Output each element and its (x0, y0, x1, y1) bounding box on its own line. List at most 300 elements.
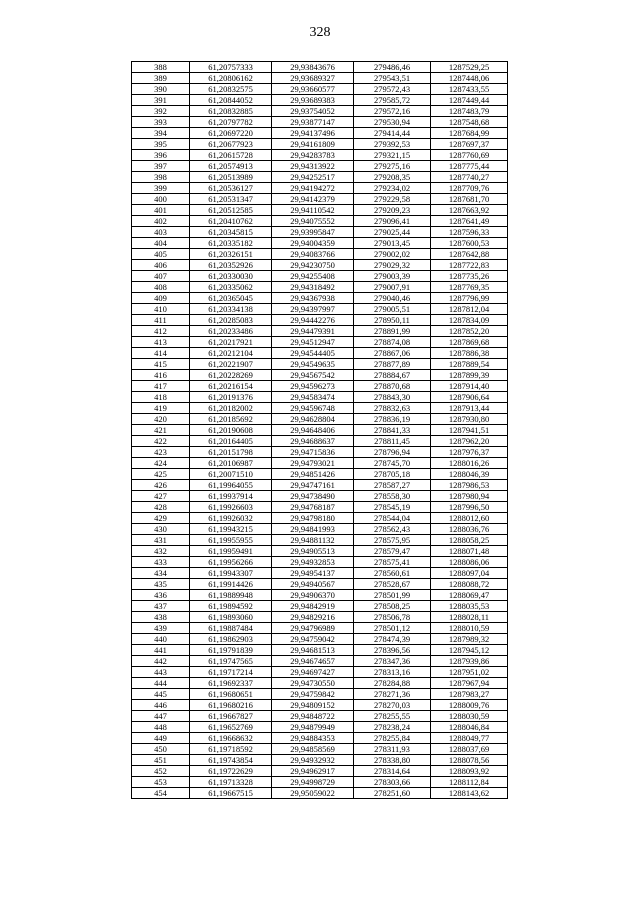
point-number-cell: 453 (132, 777, 190, 788)
y-coordinate-cell: 1287697,37 (431, 139, 508, 150)
x-coordinate-cell: 278579,47 (354, 546, 431, 557)
table-row (132, 304, 508, 315)
table-row (132, 117, 508, 128)
x-coordinate-cell: 278544,04 (354, 513, 431, 524)
latitude-cell: 61,20221907 (190, 359, 272, 370)
point-number-cell: 418 (132, 392, 190, 403)
point-number-cell: 452 (132, 766, 190, 777)
latitude-cell: 61,19862903 (190, 634, 272, 645)
longitude-cell: 29,94841993 (272, 524, 354, 535)
x-coordinate-cell: 278811,45 (354, 436, 431, 447)
point-number-cell: 388 (132, 62, 190, 73)
latitude-cell: 61,19667515 (190, 788, 272, 799)
latitude-cell: 61,19791839 (190, 645, 272, 656)
latitude-cell: 61,19943307 (190, 568, 272, 579)
x-coordinate-cell: 278508,25 (354, 601, 431, 612)
longitude-cell: 29,94738490 (272, 491, 354, 502)
y-coordinate-cell: 1287760,69 (431, 150, 508, 161)
latitude-cell: 61,20832575 (190, 84, 272, 95)
y-coordinate-cell: 1287722,83 (431, 260, 508, 271)
table-row (132, 557, 508, 568)
x-coordinate-cell: 278474,39 (354, 634, 431, 645)
latitude-cell: 61,20757333 (190, 62, 272, 73)
table-row (132, 150, 508, 161)
longitude-cell: 29,93877147 (272, 117, 354, 128)
longitude-cell: 29,94688637 (272, 436, 354, 447)
x-coordinate-cell: 278587,27 (354, 480, 431, 491)
table-row (132, 337, 508, 348)
table-row (132, 601, 508, 612)
table-row (132, 524, 508, 535)
point-number-cell: 390 (132, 84, 190, 95)
latitude-cell: 61,20326151 (190, 249, 272, 260)
table-row (132, 513, 508, 524)
longitude-cell: 29,94442276 (272, 315, 354, 326)
y-coordinate-cell: 1288088,72 (431, 579, 508, 590)
point-number-cell: 389 (132, 73, 190, 84)
latitude-cell: 61,19668632 (190, 733, 272, 744)
x-coordinate-cell: 278832,63 (354, 403, 431, 414)
longitude-cell: 29,94583474 (272, 392, 354, 403)
longitude-cell: 29,94648406 (272, 425, 354, 436)
point-number-cell: 446 (132, 700, 190, 711)
page-number: 328 (309, 25, 331, 40)
latitude-cell: 61,19680651 (190, 689, 272, 700)
longitude-cell: 29,94367938 (272, 293, 354, 304)
point-number-cell: 414 (132, 348, 190, 359)
latitude-cell: 61,20228269 (190, 370, 272, 381)
latitude-cell: 61,19713328 (190, 777, 272, 788)
table-row (132, 700, 508, 711)
longitude-cell: 29,94906370 (272, 590, 354, 601)
point-number-cell: 433 (132, 557, 190, 568)
x-coordinate-cell: 279229,58 (354, 194, 431, 205)
table-row (132, 546, 508, 557)
x-coordinate-cell: 278501,99 (354, 590, 431, 601)
longitude-cell: 29,94161809 (272, 139, 354, 150)
latitude-cell: 61,19956266 (190, 557, 272, 568)
longitude-cell: 29,94954137 (272, 568, 354, 579)
x-coordinate-cell: 278255,55 (354, 711, 431, 722)
point-number-cell: 419 (132, 403, 190, 414)
x-coordinate-cell: 279208,35 (354, 172, 431, 183)
latitude-cell: 61,19926032 (190, 513, 272, 524)
latitude-cell: 61,20513989 (190, 172, 272, 183)
y-coordinate-cell: 1288078,56 (431, 755, 508, 766)
y-coordinate-cell: 1287684,99 (431, 128, 508, 139)
latitude-cell: 61,19943215 (190, 524, 272, 535)
y-coordinate-cell: 1287899,39 (431, 370, 508, 381)
y-coordinate-cell: 1288143,62 (431, 788, 508, 799)
latitude-cell: 61,20365045 (190, 293, 272, 304)
longitude-cell: 29,94848722 (272, 711, 354, 722)
table-row (132, 535, 508, 546)
coordinates-table-body (132, 62, 508, 799)
point-number-cell: 407 (132, 271, 190, 282)
point-number-cell: 441 (132, 645, 190, 656)
x-coordinate-cell: 278841,33 (354, 425, 431, 436)
table-row (132, 62, 508, 73)
table-row (132, 491, 508, 502)
point-number-cell: 444 (132, 678, 190, 689)
longitude-cell: 29,94110542 (272, 205, 354, 216)
latitude-cell: 61,20190608 (190, 425, 272, 436)
longitude-cell: 29,94747161 (272, 480, 354, 491)
table-row (132, 612, 508, 623)
latitude-cell: 61,20677923 (190, 139, 272, 150)
latitude-cell: 61,20832885 (190, 106, 272, 117)
x-coordinate-cell: 278528,67 (354, 579, 431, 590)
longitude-cell: 29,94697427 (272, 667, 354, 678)
point-number-cell: 445 (132, 689, 190, 700)
y-coordinate-cell: 1288049,77 (431, 733, 508, 744)
y-coordinate-cell: 1288036,76 (431, 524, 508, 535)
y-coordinate-cell: 1287913,44 (431, 403, 508, 414)
latitude-cell: 61,20216154 (190, 381, 272, 392)
latitude-cell: 61,20844052 (190, 95, 272, 106)
y-coordinate-cell: 1288046,39 (431, 469, 508, 480)
x-coordinate-cell: 278877,89 (354, 359, 431, 370)
y-coordinate-cell: 1287939,86 (431, 656, 508, 667)
latitude-cell: 61,19680216 (190, 700, 272, 711)
longitude-cell: 29,94075552 (272, 216, 354, 227)
x-coordinate-cell: 278867,06 (354, 348, 431, 359)
table-row (132, 711, 508, 722)
longitude-cell: 29,94230750 (272, 260, 354, 271)
y-coordinate-cell: 1288016,26 (431, 458, 508, 469)
y-coordinate-cell: 1287769,35 (431, 282, 508, 293)
y-coordinate-cell: 1288058,25 (431, 535, 508, 546)
longitude-cell: 29,94809152 (272, 700, 354, 711)
point-number-cell: 402 (132, 216, 190, 227)
latitude-cell: 61,20410762 (190, 216, 272, 227)
table-row (132, 106, 508, 117)
longitude-cell: 29,93843676 (272, 62, 354, 73)
longitude-cell: 29,95059022 (272, 788, 354, 799)
point-number-cell: 440 (132, 634, 190, 645)
point-number-cell: 423 (132, 447, 190, 458)
point-number-cell: 413 (132, 337, 190, 348)
x-coordinate-cell: 279003,39 (354, 271, 431, 282)
y-coordinate-cell: 1287641,49 (431, 216, 508, 227)
y-coordinate-cell: 1288012,60 (431, 513, 508, 524)
longitude-cell: 29,94083766 (272, 249, 354, 260)
point-number-cell: 438 (132, 612, 190, 623)
x-coordinate-cell: 279007,91 (354, 282, 431, 293)
longitude-cell: 29,94798180 (272, 513, 354, 524)
point-number-cell: 403 (132, 227, 190, 238)
point-number-cell: 398 (132, 172, 190, 183)
latitude-cell: 61,20285083 (190, 315, 272, 326)
point-number-cell: 392 (132, 106, 190, 117)
latitude-cell: 61,19893060 (190, 612, 272, 623)
point-number-cell: 429 (132, 513, 190, 524)
y-coordinate-cell: 1287735,26 (431, 271, 508, 282)
point-number-cell: 405 (132, 249, 190, 260)
table-row (132, 370, 508, 381)
latitude-cell: 61,20217921 (190, 337, 272, 348)
table-row (132, 788, 508, 799)
latitude-cell: 61,19955955 (190, 535, 272, 546)
table-row (132, 645, 508, 656)
longitude-cell: 29,94905513 (272, 546, 354, 557)
y-coordinate-cell: 1288093,92 (431, 766, 508, 777)
latitude-cell: 61,20536127 (190, 183, 272, 194)
y-coordinate-cell: 1288097,04 (431, 568, 508, 579)
latitude-cell: 61,20191376 (190, 392, 272, 403)
x-coordinate-cell: 278870,68 (354, 381, 431, 392)
longitude-cell: 29,94479391 (272, 326, 354, 337)
point-number-cell: 434 (132, 568, 190, 579)
y-coordinate-cell: 1287906,64 (431, 392, 508, 403)
latitude-cell: 61,19937914 (190, 491, 272, 502)
x-coordinate-cell: 279002,02 (354, 249, 431, 260)
longitude-cell: 29,94932932 (272, 755, 354, 766)
x-coordinate-cell: 279209,23 (354, 205, 431, 216)
point-number-cell: 447 (132, 711, 190, 722)
x-coordinate-cell: 278745,70 (354, 458, 431, 469)
longitude-cell: 29,94879949 (272, 722, 354, 733)
latitude-cell: 61,19652769 (190, 722, 272, 733)
table-row (132, 755, 508, 766)
table-row (132, 733, 508, 744)
table-row (132, 139, 508, 150)
x-coordinate-cell: 278251,60 (354, 788, 431, 799)
y-coordinate-cell: 1287889,54 (431, 359, 508, 370)
longitude-cell: 29,94318492 (272, 282, 354, 293)
table-row (132, 73, 508, 84)
point-number-cell: 432 (132, 546, 190, 557)
longitude-cell: 29,93689383 (272, 95, 354, 106)
latitude-cell: 61,19692337 (190, 678, 272, 689)
table-row (132, 216, 508, 227)
longitude-cell: 29,94796989 (272, 623, 354, 634)
x-coordinate-cell: 279029,32 (354, 260, 431, 271)
point-number-cell: 437 (132, 601, 190, 612)
point-number-cell: 411 (132, 315, 190, 326)
table-row (132, 447, 508, 458)
x-coordinate-cell: 278238,24 (354, 722, 431, 733)
latitude-cell: 61,20106987 (190, 458, 272, 469)
x-coordinate-cell: 278338,80 (354, 755, 431, 766)
latitude-cell: 61,19722629 (190, 766, 272, 777)
latitude-cell: 61,19889948 (190, 590, 272, 601)
table-row (132, 194, 508, 205)
point-number-cell: 451 (132, 755, 190, 766)
table-row (132, 271, 508, 282)
y-coordinate-cell: 1287740,27 (431, 172, 508, 183)
longitude-cell: 29,94759042 (272, 634, 354, 645)
x-coordinate-cell: 278575,95 (354, 535, 431, 546)
y-coordinate-cell: 1287930,80 (431, 414, 508, 425)
point-number-cell: 404 (132, 238, 190, 249)
latitude-cell: 61,20345815 (190, 227, 272, 238)
table-row (132, 326, 508, 337)
latitude-cell: 61,20182002 (190, 403, 272, 414)
y-coordinate-cell: 1287448,06 (431, 73, 508, 84)
latitude-cell: 61,19964055 (190, 480, 272, 491)
table-row (132, 260, 508, 271)
point-number-cell: 435 (132, 579, 190, 590)
x-coordinate-cell: 278705,18 (354, 469, 431, 480)
y-coordinate-cell: 1287433,55 (431, 84, 508, 95)
x-coordinate-cell: 278347,36 (354, 656, 431, 667)
x-coordinate-cell: 279005,51 (354, 304, 431, 315)
latitude-cell: 61,19718592 (190, 744, 272, 755)
table-row (132, 458, 508, 469)
latitude-cell: 61,20615728 (190, 150, 272, 161)
point-number-cell: 416 (132, 370, 190, 381)
latitude-cell: 61,20352926 (190, 260, 272, 271)
y-coordinate-cell: 1288009,76 (431, 700, 508, 711)
y-coordinate-cell: 1287951,02 (431, 667, 508, 678)
table-row (132, 293, 508, 304)
y-coordinate-cell: 1288028,11 (431, 612, 508, 623)
point-number-cell: 442 (132, 656, 190, 667)
x-coordinate-cell: 278560,61 (354, 568, 431, 579)
y-coordinate-cell: 1287976,37 (431, 447, 508, 458)
point-number-cell: 409 (132, 293, 190, 304)
latitude-cell: 61,20697220 (190, 128, 272, 139)
longitude-cell: 29,94881132 (272, 535, 354, 546)
x-coordinate-cell: 279585,72 (354, 95, 431, 106)
table-row (132, 227, 508, 238)
y-coordinate-cell: 1287709,76 (431, 183, 508, 194)
latitude-cell: 61,20512585 (190, 205, 272, 216)
latitude-cell: 61,20531347 (190, 194, 272, 205)
y-coordinate-cell: 1287483,79 (431, 106, 508, 117)
x-coordinate-cell: 279572,16 (354, 106, 431, 117)
x-coordinate-cell: 279025,44 (354, 227, 431, 238)
point-number-cell: 454 (132, 788, 190, 799)
y-coordinate-cell: 1288086,06 (431, 557, 508, 568)
x-coordinate-cell: 279530,94 (354, 117, 431, 128)
table-row (132, 744, 508, 755)
point-number-cell: 422 (132, 436, 190, 447)
table-row (132, 183, 508, 194)
x-coordinate-cell: 278501,12 (354, 623, 431, 634)
point-number-cell: 399 (132, 183, 190, 194)
longitude-cell: 29,94932853 (272, 557, 354, 568)
table-row (132, 568, 508, 579)
latitude-cell: 61,20164405 (190, 436, 272, 447)
table-row (132, 348, 508, 359)
table-row (132, 590, 508, 601)
point-number-cell: 412 (132, 326, 190, 337)
latitude-cell: 61,19747565 (190, 656, 272, 667)
point-number-cell: 397 (132, 161, 190, 172)
table-row (132, 403, 508, 414)
table-row (132, 777, 508, 788)
table-row (132, 678, 508, 689)
table-row (132, 579, 508, 590)
point-number-cell: 450 (132, 744, 190, 755)
x-coordinate-cell: 278884,67 (354, 370, 431, 381)
y-coordinate-cell: 1287449,44 (431, 95, 508, 106)
longitude-cell: 29,94674657 (272, 656, 354, 667)
latitude-cell: 61,19959491 (190, 546, 272, 557)
y-coordinate-cell: 1287681,70 (431, 194, 508, 205)
x-coordinate-cell: 278562,43 (354, 524, 431, 535)
longitude-cell: 29,94681513 (272, 645, 354, 656)
longitude-cell: 29,94255408 (272, 271, 354, 282)
x-coordinate-cell: 278271,36 (354, 689, 431, 700)
point-number-cell: 393 (132, 117, 190, 128)
longitude-cell: 29,94940567 (272, 579, 354, 590)
point-number-cell: 401 (132, 205, 190, 216)
longitude-cell: 29,94858569 (272, 744, 354, 755)
table-row (132, 282, 508, 293)
coordinates-table (131, 61, 508, 799)
latitude-cell: 61,20071510 (190, 469, 272, 480)
y-coordinate-cell: 1287775,44 (431, 161, 508, 172)
longitude-cell: 29,94549635 (272, 359, 354, 370)
point-number-cell: 436 (132, 590, 190, 601)
point-number-cell: 417 (132, 381, 190, 392)
latitude-cell: 61,20151798 (190, 447, 272, 458)
longitude-cell: 29,94628804 (272, 414, 354, 425)
longitude-cell: 29,94397997 (272, 304, 354, 315)
y-coordinate-cell: 1288112,84 (431, 777, 508, 788)
point-number-cell: 424 (132, 458, 190, 469)
point-number-cell: 408 (132, 282, 190, 293)
table-row (132, 425, 508, 436)
y-coordinate-cell: 1287967,94 (431, 678, 508, 689)
x-coordinate-cell: 279321,15 (354, 150, 431, 161)
longitude-cell: 29,94567542 (272, 370, 354, 381)
x-coordinate-cell: 278891,99 (354, 326, 431, 337)
latitude-cell: 61,19717214 (190, 667, 272, 678)
table-row (132, 238, 508, 249)
point-number-cell: 394 (132, 128, 190, 139)
longitude-cell: 29,94730550 (272, 678, 354, 689)
latitude-cell: 61,20212104 (190, 348, 272, 359)
y-coordinate-cell: 1287600,53 (431, 238, 508, 249)
latitude-cell: 61,20806162 (190, 73, 272, 84)
table-row (132, 469, 508, 480)
y-coordinate-cell: 1287663,92 (431, 205, 508, 216)
point-number-cell: 427 (132, 491, 190, 502)
y-coordinate-cell: 1287962,20 (431, 436, 508, 447)
y-coordinate-cell: 1288071,48 (431, 546, 508, 557)
x-coordinate-cell: 278396,56 (354, 645, 431, 656)
table-row (132, 414, 508, 425)
point-number-cell: 395 (132, 139, 190, 150)
latitude-cell: 61,20335062 (190, 282, 272, 293)
longitude-cell: 29,93995847 (272, 227, 354, 238)
latitude-cell: 61,20335182 (190, 238, 272, 249)
table-row (132, 689, 508, 700)
y-coordinate-cell: 1287989,32 (431, 634, 508, 645)
x-coordinate-cell: 279486,46 (354, 62, 431, 73)
point-number-cell: 431 (132, 535, 190, 546)
y-coordinate-cell: 1287941,51 (431, 425, 508, 436)
y-coordinate-cell: 1288037,69 (431, 744, 508, 755)
table-row (132, 480, 508, 491)
longitude-cell: 29,93660577 (272, 84, 354, 95)
x-coordinate-cell: 278950,11 (354, 315, 431, 326)
point-number-cell: 421 (132, 425, 190, 436)
point-number-cell: 420 (132, 414, 190, 425)
longitude-cell: 29,94142379 (272, 194, 354, 205)
x-coordinate-cell: 278558,30 (354, 491, 431, 502)
y-coordinate-cell: 1287852,20 (431, 326, 508, 337)
latitude-cell: 61,19743854 (190, 755, 272, 766)
longitude-cell: 29,94998729 (272, 777, 354, 788)
x-coordinate-cell: 279096,41 (354, 216, 431, 227)
latitude-cell: 61,20574913 (190, 161, 272, 172)
y-coordinate-cell: 1288035,53 (431, 601, 508, 612)
